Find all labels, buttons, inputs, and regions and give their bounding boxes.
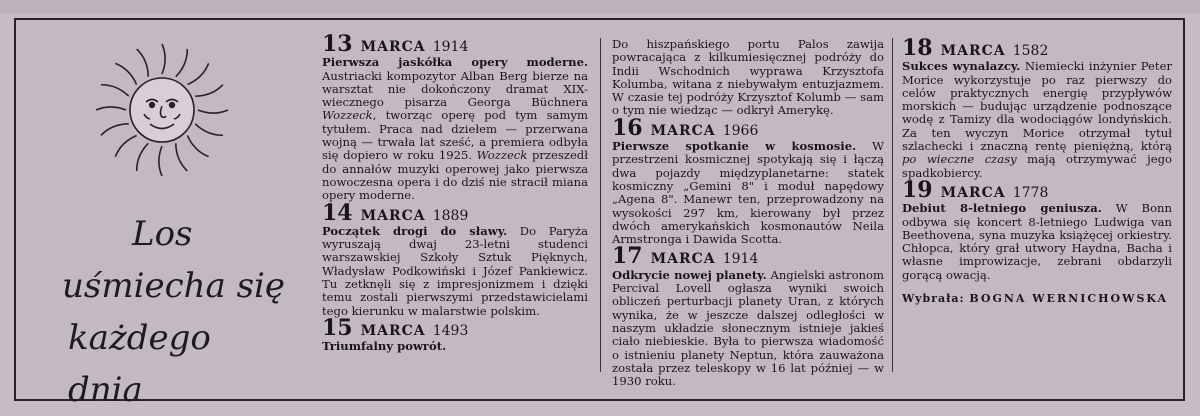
motto-los-usmiecha	[62, 208, 292, 410]
entry-text: Angielski astronom Percival Lovell ogłasza wyniki swoich obliczeń perturbacji planety Uran, z których wynika, że w jeszcze dalszej odległości w naszym układzie słonecznym istnieje jakieś ciało niebieskie. Była to pierwsza wiadomość o istnieniu planety Neptun, która zauważona została przez teleskopy w 16 lat później — w 1930 roku.	[612, 267, 884, 389]
signature-label: Wybrała:	[902, 292, 965, 306]
entry-year: 1778	[1012, 184, 1049, 201]
column-3	[902, 35, 1172, 306]
entry-text: przeszedł do annałów muzyki operowej jako pierwsza nowoczesna opera i do dziś nie stracił miana opery moderne.	[322, 148, 588, 203]
entry-14-marca	[322, 199, 589, 318]
sun-ray	[187, 135, 208, 156]
column-divider	[600, 38, 601, 372]
sun-ray	[159, 146, 162, 176]
sun-ray	[101, 124, 129, 135]
column-1	[322, 31, 589, 354]
entry-day: 16	[612, 114, 643, 141]
entry-year: 1966	[722, 122, 759, 139]
sun-ray	[198, 110, 228, 113]
entry-text: Austriacki kompozytor Alban Berg bierze na warsztat nie dokończony dramat XIX-wiecznego pisarza Georga Büchnera	[322, 68, 588, 110]
entry-italic: po wieczne czasy	[902, 152, 1017, 167]
sun-face-illustration	[92, 40, 232, 180]
entry-italic: Wozzeck	[476, 148, 528, 163]
entry-month: MARCA	[360, 322, 426, 339]
entry-text: , tworząc operę pod tym samym tytułem. Praca nad dziełem — przerwana wojną — trwała lat sześć, a premiera odbyła się dopiero w roku 1925.	[322, 108, 588, 163]
entry-body	[322, 56, 588, 202]
entry-18-marca	[902, 35, 1172, 180]
motto-line: każdego dnia	[68, 318, 211, 410]
entry-month: MARCA	[650, 251, 716, 268]
entry-month: MARCA	[360, 207, 426, 224]
entry-day: 17	[612, 243, 643, 270]
entry-title: Pierwsza jaskółka opery moderne.	[322, 55, 588, 70]
entry-title: Triumfalny powrót.	[322, 340, 447, 354]
sun-ray	[101, 85, 129, 96]
entry-body	[322, 225, 588, 318]
entry-body	[902, 60, 1172, 180]
entry-day: 15	[322, 314, 353, 341]
entry-body	[902, 202, 1172, 282]
sun-ray	[195, 124, 223, 135]
motto-line: Los	[132, 214, 193, 254]
entry-13-marca	[322, 31, 588, 203]
entry-month: MARCA	[940, 43, 1006, 59]
entry-year: 1582	[1012, 43, 1049, 59]
entry-year: 1914	[432, 39, 469, 55]
entry-text: Niemiecki inżynier Peter Morice wykorzystuje po raz pierwszy do celów praktycznych energię przypływów morskich — budując urządzenie podnoszące wodę z Tamizy dla wodociągów londyńskich. Za ten wyczyn Morice otrzymał tytuł szlachecki i znaczną rentę pieniężną, którą	[902, 59, 1172, 154]
entry-text: W przestrzeni kosmicznej spotykają się i łączą dwa pojazdy międzyplanetarne: statek kosmiczny „Gemini 8" i moduł napędowy „Agena 8". Manewr ten, przeprowadzony na wysokości 297 km, kierowany był przez dwóch amerykańskich kosmonautów Neila Armstronga i Dawida Scotta.	[612, 139, 885, 247]
entry-day: 19	[902, 176, 933, 203]
entry-body	[612, 269, 884, 389]
entry-title: Odkrycie nowej planety.	[612, 267, 767, 282]
sun-ray	[176, 143, 187, 171]
author-signature	[902, 292, 1172, 305]
sun-ray	[187, 63, 208, 84]
entry-day: 14	[322, 199, 353, 226]
entry-19-marca	[902, 176, 1172, 282]
column-divider	[892, 38, 893, 372]
sun-ray	[162, 44, 165, 74]
entry-title: Sukces wynalazcy.	[902, 59, 1021, 74]
entry-16-marca	[612, 114, 885, 247]
sun-ray	[115, 135, 136, 156]
entry-month: MARCA	[360, 39, 426, 55]
motto-line: uśmiecha się	[62, 266, 286, 306]
entry-15-continued	[612, 38, 884, 118]
sun-ray	[137, 143, 148, 171]
entry-text: mają otrzymywać jego spadkobiercy.	[902, 152, 1172, 180]
entry-italic: Wozzeck	[322, 108, 373, 123]
entry-15-marca	[322, 314, 588, 354]
entry-month: MARCA	[650, 122, 716, 139]
signature-name: BOGNA WERNICHOWSKA	[969, 292, 1169, 306]
entry-day: 18	[902, 35, 933, 61]
sun-ray	[195, 85, 223, 96]
sun-ray	[137, 49, 148, 77]
entry-text: W Bonn odbywa się koncert 8-letniego Ludwiga van Beethovena, syna muzyka książęcej orkiestry. Chłopca, który grał utwory Haydna, Bacha i własne improwizacje, zebrani obdarzyli gorącą owacją.	[902, 201, 1172, 282]
entry-title: Pierwsze spotkanie w kosmosie.	[612, 139, 857, 154]
entry-day: 13	[322, 31, 353, 57]
entry-year: 1493	[432, 322, 469, 339]
entry-year: 1889	[432, 207, 469, 224]
entry-month: MARCA	[940, 184, 1006, 201]
entry-body	[612, 140, 884, 246]
column-2	[612, 38, 884, 388]
entry-title: Początek drogi do sławy.	[322, 223, 508, 238]
entry-17-marca	[612, 243, 884, 389]
sun-ray	[96, 107, 126, 110]
sun-ray	[115, 63, 136, 84]
entry-text: Do hiszpańskiego portu Palos zawija powracająca z kilkumiesięcznej podróży do Indii Wschodnich wyprawa Krzysztofa Kolumba, witana z niebywałym entuzjazmem. W czasie tej podróży Krzysztof Kolumb — sam o tym nie wiedząc — odkrył Amerykę.	[612, 37, 884, 118]
entry-year: 1914	[722, 251, 759, 268]
entry-title: Debiut 8-letniego geniusza.	[902, 201, 1102, 216]
entry-text: Do Paryża wyruszają dwaj 23-letni studenci warszawskiej Szkoły Sztuk Pięknych, Władysław Podkowiński i Józef Pankiewicz. Tu zetknęli się z impresjonizmem i dzięki temu zostali pierwszymi przedstawicielami tego kierunku w malarstwie polskim.	[322, 223, 589, 318]
sun-ray	[176, 49, 187, 77]
entry-body-start	[322, 340, 588, 354]
top-margin	[0, 0, 1200, 14]
